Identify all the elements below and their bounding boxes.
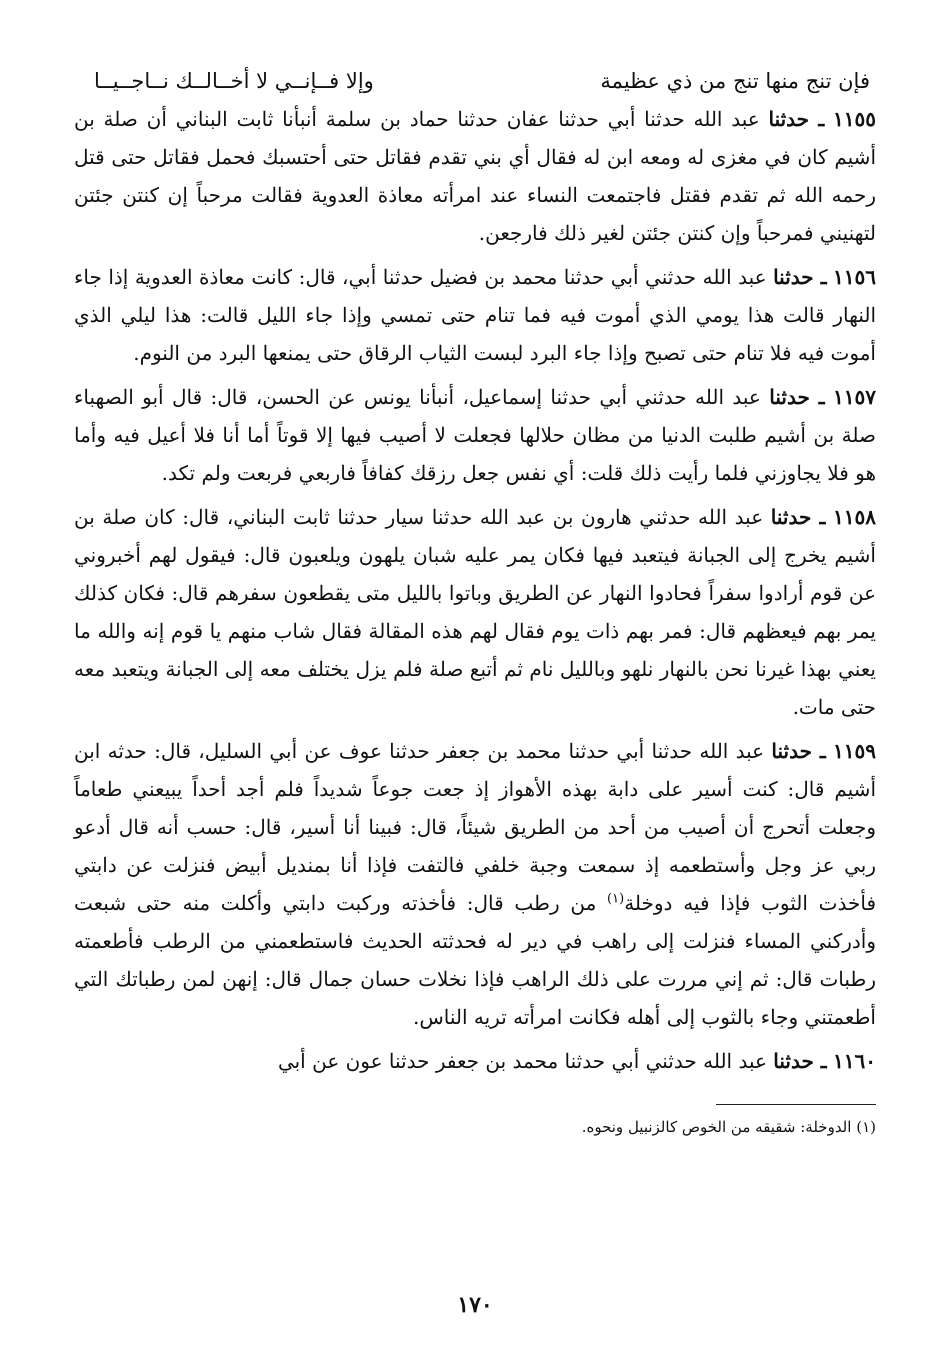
hadith-text: عبد الله حدثني أبي حدثنا محمد بن جعفر حدثنا عون عن أبي [277,1049,767,1073]
footnote-mark: (١) [856,1118,876,1136]
hadith-number: ١١٥٦ [833,265,877,289]
page-number: ١٧٠ [457,1292,493,1318]
poetry-verse [94,62,870,100]
hadith-lead: ـ حدثنا [773,1049,827,1073]
hadith-paragraph-1157 [74,378,876,492]
verse-first-hemistich: فإن تنج منها تنج من ذي عظيمة [600,69,870,93]
hadith-lead: ـ حدثنا [768,107,825,131]
hadith-paragraph-1155 [74,100,876,252]
verse-second-hemistich: وإلا فــإنــي لا أخــالــك نــاجــيــا [94,69,374,93]
hadith-text: عبد الله حدثني هارون بن عبد الله حدثنا سيار حدثنا ثابت البناني، قال: كان صلة بن أشيم يخرج إلى الجبانة فيتعبد فيها فكان يمر عليه شبان يلهون ويلعبون قال: فيقول لهم أخبروني عن قوم أرادوا سفراً فحادوا النهار عن الطريق وباتوا بالليل متى يقطعون سفرهم قال: فكان كذلك يمر بهم فيعظهم قال: فمر بهم ذات يوم فقال لهم هذه المقالة فقال شاب منهم يا قوم إنه والله ما يعني بهذا غيرنا نحن بالنهار نلهو وبالليل نام ثم أتبع صلة فلم يزل يختلف معه إلى الجبانة ويتعبد معه حتى مات. [74,505,876,719]
footnote-text: الدوخلة: شقيقه من الخوص كالزنبيل ونحوه. [581,1118,852,1136]
hadith-number: ١١٥٩ [833,739,876,763]
hadith-paragraph-1159 [74,732,876,1036]
hadith-number: ١١٥٧ [833,385,877,409]
hadith-lead: ـ حدثنا [773,265,827,289]
footnote-reference[interactable]: (١) [607,891,625,907]
hadith-number: ١١٥٥ [833,107,876,131]
hadith-paragraph-1156 [74,258,876,372]
hadith-paragraph-1158 [74,498,876,726]
hadith-text: عبد الله حدثنا أبي حدثنا عفان حدثنا حماد بن سلمة أنبأنا ثابت البناني أن صلة بن أشيم كان في مغزى له ومعه ابن له فقال أي بني تقدم فقاتل حتى أحتسبك فحمل فقاتل حتى قتل رحمه الله ثم تقدم فقتل فاجتمعت النساء عند امرأته معاذة العدوية فقالت مرحباً إن كنتن جئتن لتهنيني فمرحباً وإن كنتن جئتن لغير ذلك فارجعن. [74,107,876,245]
hadith-lead: ـ حدثنا [770,505,826,529]
hadith-text: عبد الله حدثني أبي حدثنا إسماعيل، أنبأنا يونس عن الحسن، قال: قال أبو الصهباء صلة بن أشيم طلبت الدنيا من مظان حلالها فجعلت لا أصيب فيها إلا قوتاً أما أنا فلا أعيل فيه وأما هو فلا يجاوزني فلما رأيت ذلك قلت: أي نفس جعل رزقك كفافاً فاربعي فربعت ولم تكد. [74,385,876,485]
hadith-text-part-b: من رطب قال: فأخذته وركبت دابتي وأكلت منه حتى شبعت وأدركني المساء فنزلت إلى راهب في دير له فحدثته الحديث فاستطعمني من الرطب فأطعمته رطبات قال: ثم إني مررت على ذلك الراهب فإذا نخلات حسان جمال قال: إنهن لمن رطباتك التي أطعمتني وجاء بالثوب إلى أهله فكانت امرأته تريه الناس. [74,891,876,1029]
hadith-text-part-a: عبد الله حدثنا أبي حدثنا محمد بن جعفر حدثنا عوف عن أبي السليل، قال: حدثه ابن أشيم قال: كنت أسير على دابة بهذه الأهواز إذ جعت جوعاً شديداً فلم أجد أحداً يبيعني طعاماً وجعلت أتحرج أن أصيب من أحد من الطريق شيئاً، قال: فبينا أنا أسير، قال: حسب أنه قال أدعو ربي عز وجل وأستطعمه إذ سمعت وجبة خلفي فالتفت فإذا أنا بمنديل أبيض فنزلت عن دابتي فأخذت الثوب فإذا فيه دوخلة [74,739,877,915]
hadith-text: عبد الله حدثني أبي حدثنا محمد بن فضيل حدثنا أبي، قال: كانت معاذة العدوية إذا جاء النهار قالت هذا يومي الذي أموت فيه فما تنام حتى تمسي وإذا جاء الليل قالت: هذا ليلي الذي أموت فيه فلا تنام حتى تصبح وإذا جاء البرد لبست الثياب الرقاق حتى يمنعها البرد من النوم. [74,265,876,365]
footnote [74,1115,876,1139]
hadith-lead: ـ حدثنا [769,385,825,409]
footnote-divider [716,1104,876,1105]
hadith-number: ١١٦٠ [833,1049,876,1073]
hadith-paragraph-1160 [74,1042,876,1080]
hadith-lead: ـ حدثنا [771,739,826,763]
hadith-number: ١١٥٨ [833,505,876,529]
